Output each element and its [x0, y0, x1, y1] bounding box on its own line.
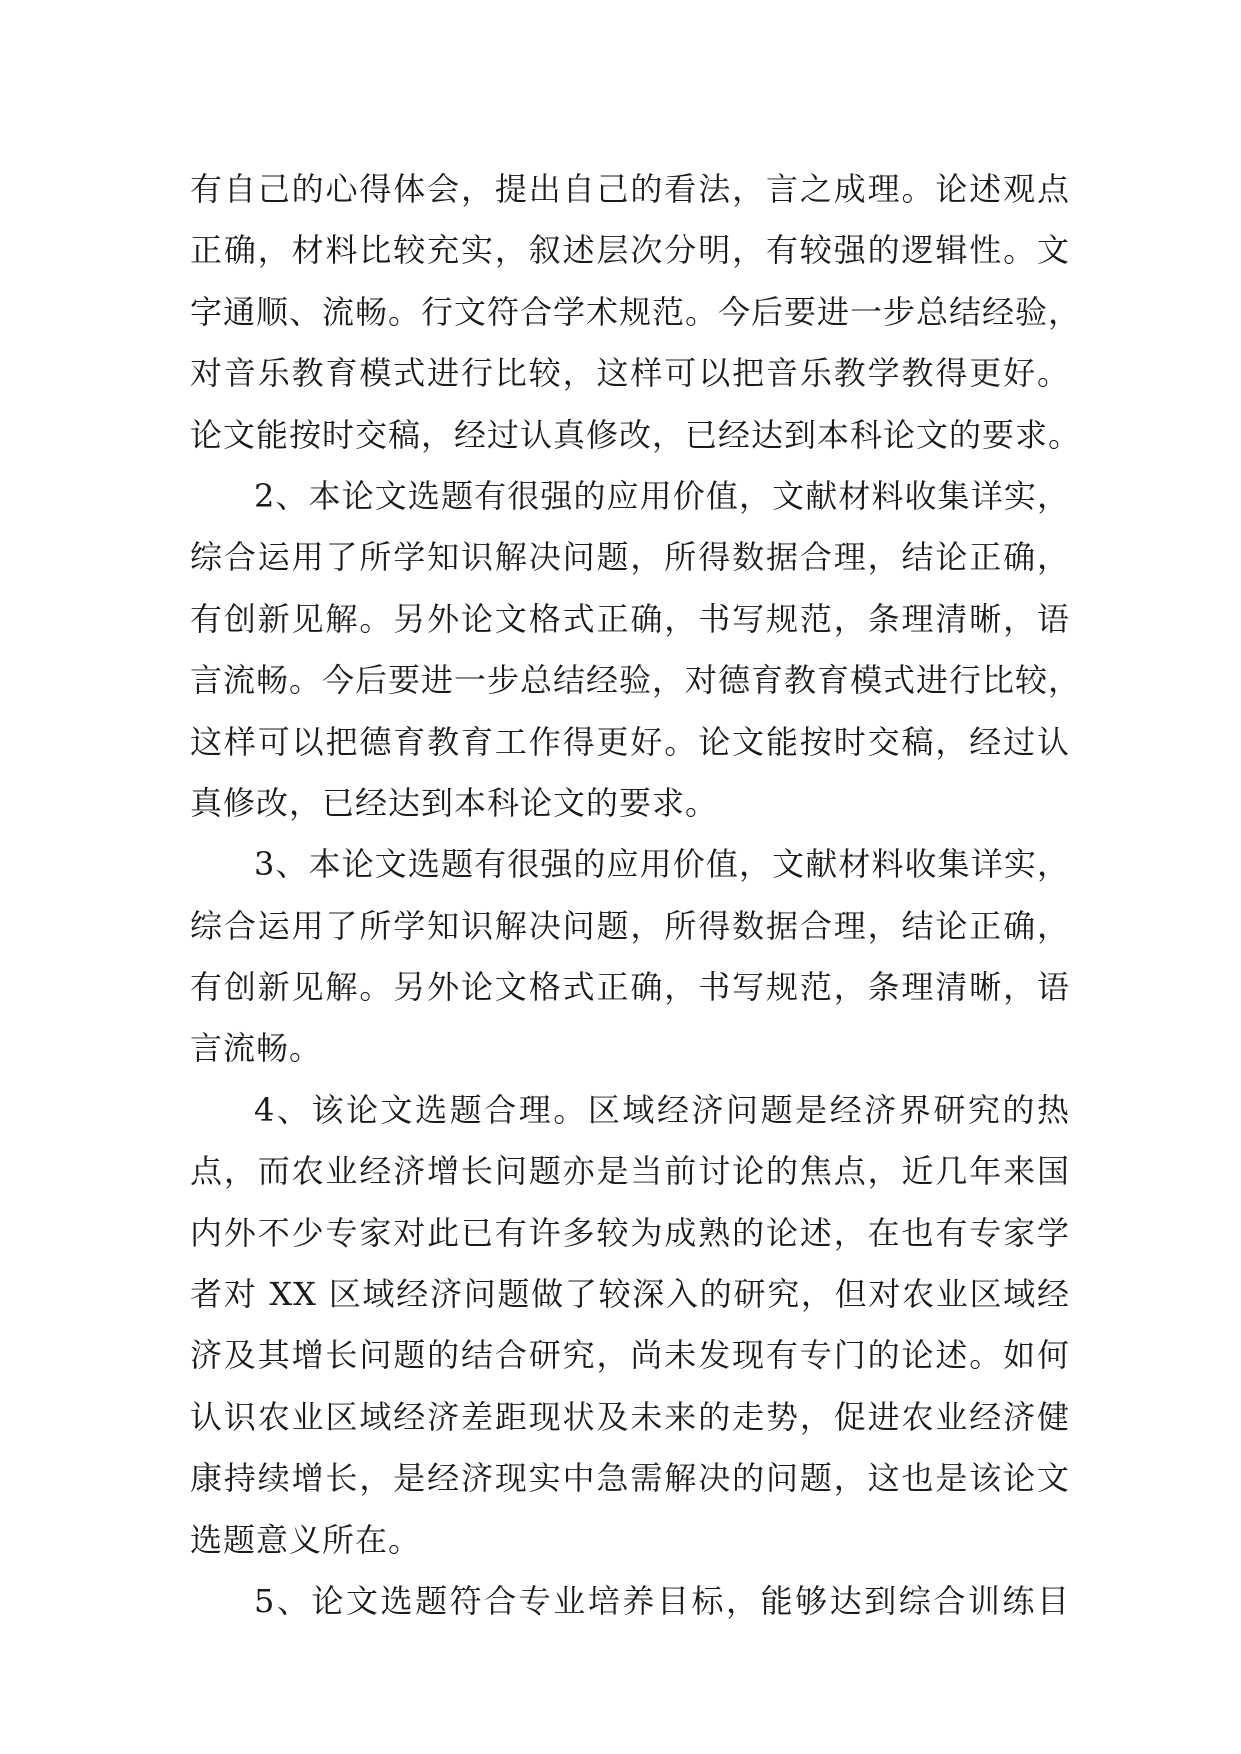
text-line: 有创新见解。另外论文格式正确，书写规范，条理清晰，语 [190, 968, 1070, 1007]
text-line: 3、本论文选题有很强的应用价值，文献材料收集详实， [254, 845, 1070, 884]
text-line: 有创新见解。另外论文格式正确，书写规范，条理清晰，语 [190, 599, 1070, 638]
text-line: 者对 XX 区域经济问题做了较深入的研究，但对农业区域经 [190, 1275, 1070, 1314]
document-body [190, 159, 1082, 1632]
text-line: 对音乐教育模式进行比较，这样可以把音乐教学教得更好。 [190, 354, 1070, 393]
text-line: 真修改，已经达到本科论文的要求。 [190, 783, 719, 822]
text-line: 济及其增长问题的结合研究，尚未发现有专门的论述。如何 [190, 1336, 1070, 1375]
text-line: 康持续增长，是经济现实中急需解决的问题，这也是该论文 [190, 1459, 1070, 1498]
text-line: 综合运用了所学知识解决问题，所得数据合理，结论正确， [190, 906, 1070, 945]
text-line: 言流畅。 [190, 1029, 323, 1068]
text-line: 这样可以把德育教育工作得更好。论文能按时交稿，经过认 [190, 722, 1070, 761]
text-line: 内外不少专家对此已有许多较为成熟的论述，在也有专家学 [190, 1213, 1070, 1252]
text-line: 5、论文选题符合专业培养目标，能够达到综合训练目 [254, 1581, 1070, 1620]
text-line: 正确，材料比较充实，叙述层次分明，有较强的逻辑性。文 [190, 231, 1070, 270]
text-line: 点，而农业经济增长问题亦是当前讨论的焦点，近几年来国 [190, 1152, 1070, 1191]
text-line: 2、本论文选题有很强的应用价值，文献材料收集详实， [254, 476, 1070, 515]
text-line: 字通顺、流畅。行文符合学术规范。今后要进一步总结经验， [190, 292, 1082, 331]
text-line: 有自己的心得体会，提出自己的看法，言之成理。论述观点 [190, 170, 1070, 208]
text-line: 言流畅。今后要进一步总结经验，对德育教育模式进行比较， [190, 661, 1082, 700]
text-line: 4、该论文选题合理。区域经济问题是经济界研究的热 [254, 1090, 1070, 1129]
text-line: 论文能按时交稿，经过认真修改，已经达到本科论文的要求。 [190, 415, 1082, 454]
text-line: 选题意义所在。 [190, 1520, 422, 1559]
text-line: 认识农业区域经济差距现状及未来的走势，促进农业经济健 [190, 1397, 1070, 1436]
text-line: 综合运用了所学知识解决问题，所得数据合理，结论正确， [190, 538, 1070, 577]
